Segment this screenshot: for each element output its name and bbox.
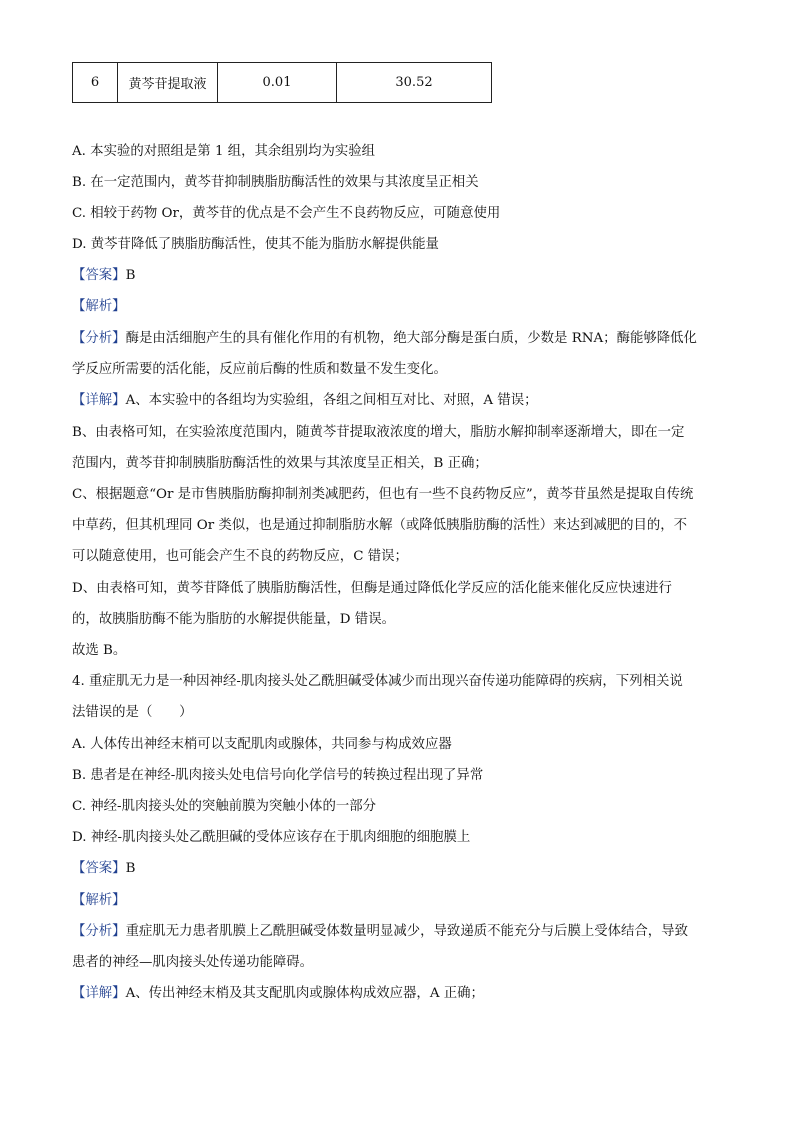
q4-option-a: A. 人体传出神经末梢可以支配肌肉或腺体，共同参与构成效应器 xyxy=(72,737,452,752)
detail-tag: 【详解】 xyxy=(72,986,126,1001)
analysis-text: 重症肌无力患者肌膜上乙酰胆碱受体数量明显减少，导致递质不能充分与后膜上受体结合，导致 xyxy=(125,924,688,939)
answer-value: B xyxy=(125,268,136,283)
q4-option-c: C. 神经-肌肉接头处的突触前膜为突触小体的一部分 xyxy=(72,799,377,814)
q3-option-a: A. 本实验的对照组是第 1 组，其余组别均为实验组 xyxy=(72,144,376,159)
answer-tag: 【答案】 xyxy=(72,268,126,283)
detail-tag: 【详解】 xyxy=(72,393,126,408)
table-cell-rate: 30.52 xyxy=(337,63,492,103)
analysis-tag: 【分析】 xyxy=(72,331,126,346)
q3-analysis-line xyxy=(72,329,697,349)
q3-option-c: C. 相较于药物 Or，黄芩苷的优点是不会产生不良药物反应，可随意使用 xyxy=(72,206,501,221)
q3-option-b: B. 在一定范围内，黄芩苷抑制胰脂肪酶活性的效果与其浓度呈正相关 xyxy=(72,175,479,190)
table-cell-concentration: 0.01 xyxy=(218,63,337,103)
q4-option-b: B. 患者是在神经-肌肉接头处电信号向化学信号的转换过程出现了异常 xyxy=(72,768,484,783)
q3-analysis-line: 学反应所需要的活化能，反应前后酶的性质和数量不发生变化。 xyxy=(72,362,447,377)
table-cell-name: 黄芩苷提取液 xyxy=(118,63,218,103)
q3-detail-line: D、由表格可知，黄芩苷降低了胰脂肪酶活性，但酶是通过降低化学反应的活化能来催化反应快速进行 xyxy=(72,581,672,596)
q4-analysis-line: 患者的神经—肌肉接头处传递功能障碍。 xyxy=(72,955,314,970)
q3-detail-line: C、根据题意“Or 是市售胰脂肪酶抑制剂类减肥药，但也有一些不良药物反应”，黄芩苷虽然是提取自传统 xyxy=(72,487,694,502)
q3-detail-line: 中草药，但其机理同 Or 类似，也是通过抑制脂肪水解（或降低胰脂肪酶的活性）来达到减肥的目的，不 xyxy=(72,518,688,533)
answer-value: B xyxy=(125,861,136,876)
q4-stem: 4. 重症肌无力是一种因神经-肌肉接头处乙酰胆碱受体减少而出现兴奋传递功能障碍的疾病，下列相关说 xyxy=(72,674,683,689)
q3-option-d: D. 黄芩苷降低了胰脂肪酶活性，使其不能为脂肪水解提供能量 xyxy=(72,237,439,252)
q4-answer-line xyxy=(72,859,135,879)
answer-tag: 【答案】 xyxy=(72,861,126,876)
q3-detail-line: 的，故胰脂肪酶不能为脂肪的水解提供能量，D 错误。 xyxy=(72,612,395,627)
q4-jiexi-heading: 【解析】 xyxy=(72,893,126,908)
q3-jiexi-heading: 【解析】 xyxy=(72,299,126,314)
q3-detail-line: 范围内，黄芩苷抑制胰脂肪酶活性的效果与其浓度呈正相关，B 正确； xyxy=(72,456,488,471)
data-table xyxy=(72,62,492,103)
q4-detail-line xyxy=(72,984,484,1004)
q4-stem: 法错误的是（ ） xyxy=(72,705,193,720)
q4-analysis-line xyxy=(72,922,688,942)
q3-conclusion: 故选 B。 xyxy=(72,643,127,658)
q4-option-d: D. 神经-肌肉接头处乙酰胆碱的受体应该存在于肌肉细胞的细胞膜上 xyxy=(72,830,471,845)
q3-detail-line: B、由表格可知，在实验浓度范围内，随黄芩苷提取液浓度的增大，脂肪水解抑制率逐渐增大，即在一定 xyxy=(72,425,685,440)
table-row xyxy=(73,63,492,103)
detail-text: A、传出神经末梢及其支配肌肉或腺体构成效应器，A 正确； xyxy=(125,986,484,1001)
analysis-tag: 【分析】 xyxy=(72,924,126,939)
table-cell-index: 6 xyxy=(73,63,118,103)
q3-answer-line xyxy=(72,266,135,286)
q3-detail-line: 可以随意使用，也可能会产生不良的药物反应，C 错误； xyxy=(72,549,408,564)
analysis-text: 酶是由活细胞产生的具有催化作用的有机物，绝大部分酶是蛋白质，少数是 RNA；酶能够降低化 xyxy=(125,331,697,346)
q3-detail-line xyxy=(72,391,538,411)
detail-text: A、本实验中的各组均为实验组，各组之间相互对比、对照，A 错误； xyxy=(125,393,538,408)
